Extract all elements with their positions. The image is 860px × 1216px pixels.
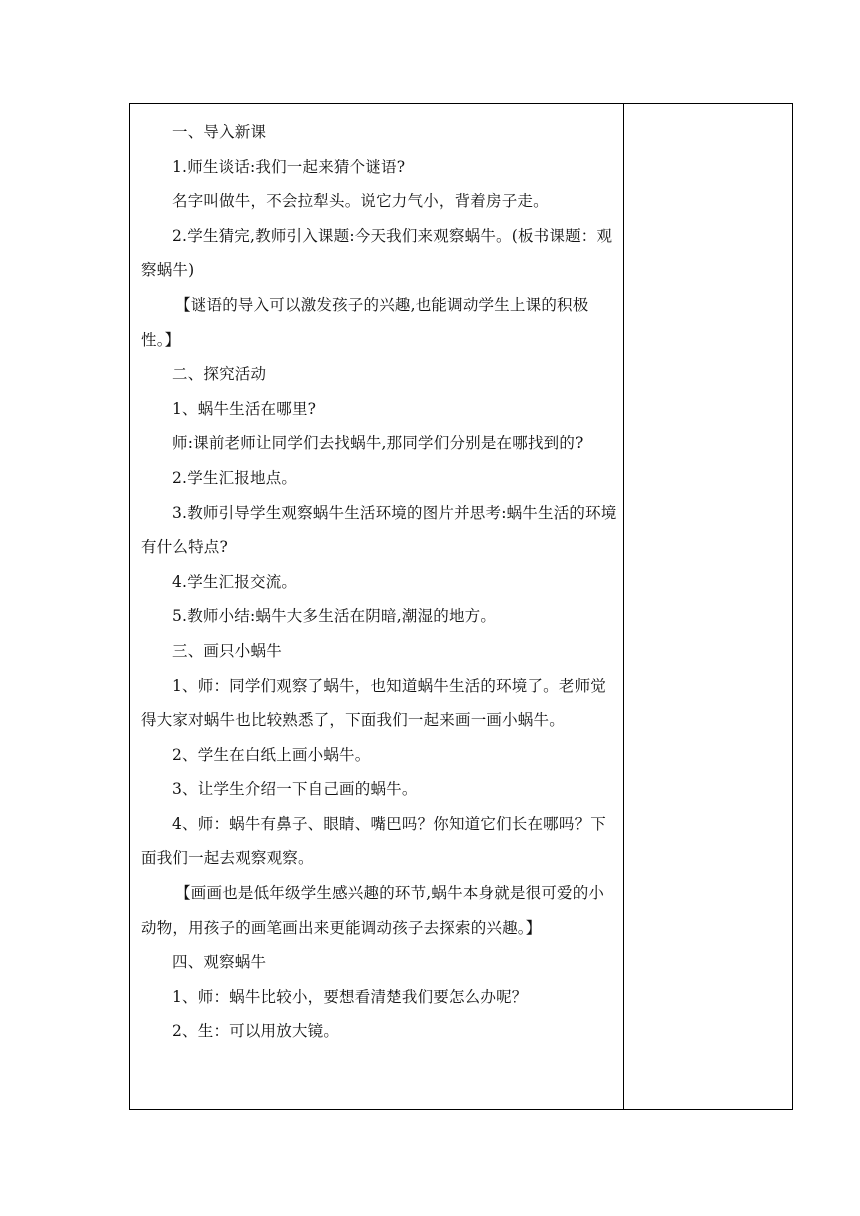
section-heading: 三、画只小蜗牛 — [172, 641, 282, 660]
lesson-plan-table — [129, 103, 793, 1110]
paragraph: 4、师：蜗牛有鼻子、眼睛、嘴巴吗？你知道它们长在哪吗？下面我们一起去观察观察。 — [141, 814, 606, 868]
paragraph: 1、蜗牛生活在哪里? — [172, 399, 317, 418]
paragraph: 2.学生猜完,教师引入课题:今天我们来观察蜗牛。(板书课题：观察蜗牛) — [141, 226, 613, 280]
paragraph: 师:课前老师让同学们去找蜗牛,那同学们分别是在哪找到的? — [172, 434, 584, 453]
paragraph: 5.教师小结:蜗牛大多生活在阴暗,潮湿的地方。 — [172, 607, 497, 626]
paragraph: 4.学生汇报交流。 — [172, 572, 298, 591]
paragraph: 1.师生谈话:我们一起来猜个谜语? — [172, 157, 406, 176]
paragraph: 2、生：可以用放大镜。 — [172, 1022, 340, 1041]
paragraph: 3、让学生介绍一下自己画的蜗牛。 — [172, 780, 418, 799]
section-heading: 一、导入新课 — [172, 123, 267, 141]
notes-cell — [624, 104, 792, 1109]
section-heading: 四、观察蜗牛 — [172, 953, 267, 972]
lesson-content-cell — [130, 104, 623, 1109]
riddle-text: 名字叫做牛，不会拉犁头。说它力气小，背着房子走。 — [172, 192, 549, 211]
paragraph: 2.学生汇报地点。 — [172, 468, 298, 487]
paragraph: 1、师：同学们观察了蜗牛，也知道蜗牛生活的环境了。老师觉得大家对蜗牛也比较熟悉了，下面我们一起来画一画小蜗牛。 — [141, 676, 606, 730]
design-note: 【画画也是低年级学生感兴趣的环节,蜗牛本身就是很可爱的小动物，用孩子的画笔画出来更能调动孩子去探索的兴趣。】 — [141, 884, 605, 937]
section-heading: 二、探究活动 — [172, 365, 267, 384]
paragraph: 3.教师引导学生观察蜗牛生活环境的图片并思考:蜗牛生活的环境有什么特点? — [141, 503, 617, 557]
paragraph: 2、学生在白纸上画小蜗牛。 — [172, 745, 371, 764]
design-note: 【谜语的导入可以激发孩子的兴趣,也能调动学生上课的积极性。】 — [141, 295, 589, 349]
paragraph: 1、师：蜗牛比较小，要想看清楚我们要怎么办呢？ — [172, 987, 528, 1006]
